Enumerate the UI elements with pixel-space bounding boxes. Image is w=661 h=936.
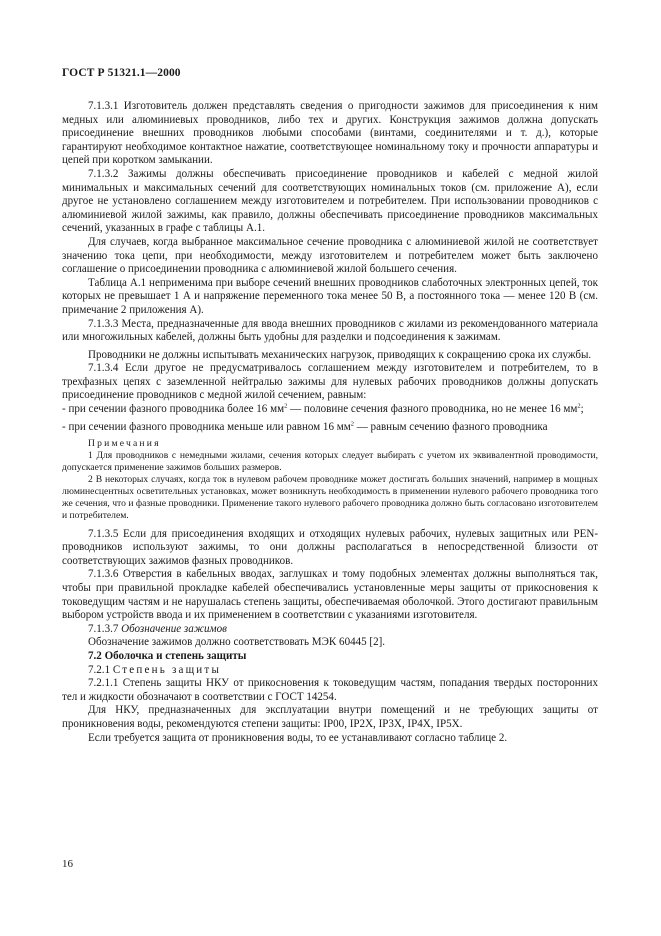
paragraph-7-1-3-5: 7.1.3.5 Если для присоединения входящих и отходящих нулевых рабочих, нулевых защитных или PEN-проводников используют зажимы, то они должны располагаться в непосредственной близости от соответствующих зажимов фазных проводников.	[62, 527, 598, 567]
heading-7-2-1: 7.2.1 Степень защиты	[88, 663, 222, 676]
paragraph-7-1-3-3: 7.1.3.3 Места, предназначенные для ввода внешних проводников с жилами из рекомендованного материала или многожильных кабелей, должны быть удобны для разделки и подсоединения к зажимам.	[62, 317, 598, 344]
page-number: 16	[62, 858, 73, 870]
paragraph-water-protection: Если требуется защита от проникновения воды, то ее устанавливают согласно таблице 2.	[88, 731, 508, 744]
list-item-up-to-16: - при сечении фазного проводника меньше или равном 16 $мм^2$ — равным сечению фазного проводника	[62, 419, 548, 433]
heading-7-1-3-7: 7.1.3.7 Обозначение зажимов	[88, 622, 227, 635]
paragraph-7-1-3-4: 7.1.3.4 Если другое не предусматривалось соглашением между изготовителем и потребителем, то в трехфазных цепях с заземленной нейтралью зажимы для нулевых рабочих проводников должны допускать присоединение проводников с медной жилой сечением, равным:	[62, 362, 598, 402]
note-2: 2 В некоторых случаях, когда ток в нулевом рабочем проводнике может достигать больших значений, например в мощных люминесцентных осветительных установках, может возникнуть необходимость в применении нулевого рабочего проводника того же сечения, что и фазные проводники. Применение такого нулевого рабочего проводника должно быть согласовано изготовителем и потребителем.	[62, 473, 598, 521]
paragraph-7-1-3-1: 7.1.3.1 Изготовитель должен представлять сведения о пригодности зажимов для присоединения к ним медных или алюминиевых проводников, либо тех и других. Конструкция зажимов должна допускать присоединение внешних проводников любыми способами (винтами, соединителями и т. д.), которые гарантируют необходимое контактное нажатие, соответствующее номинальному току и прочности аппаратуры и цепей при коротком замыкании.	[62, 100, 598, 167]
paragraph-aluminium-agreement: Для случаев, когда выбранное максимальное сечение проводника с алюминиевой жилой не соответствует значению тока цепи, при необходимости, между изготовителем и потребителем может быть заключено соглашение о присоединении проводника с алюминиевой жилой большего сечения.	[62, 235, 598, 276]
notes-block	[62, 438, 598, 521]
paragraph-terminal-marking: Обозначение зажимов должно соответствовать МЭК 60445 [2].	[88, 636, 386, 649]
list-item-over-16: - при сечении фазного проводника более 16 $мм^2$ — половине сечения фазного проводника, но не менее 16 $мм^2$;	[62, 402, 584, 416]
paragraph-mechanical-loads: Проводники не должны испытывать механических нагрузок, приводящих к сокращению срока их службы.	[88, 348, 592, 361]
paragraph-7-1-3-2: 7.1.3.2 Зажимы должны обеспечивать присоединение проводников и кабелей с медной жилой минимальных и максимальных сечений для соответствующих номинальных токов (см. приложение А), если другое не установлено соглашением между изготовителем и потребителем. При использовании проводников с алюминиевой жилой зажимы, как правило, должны обеспечивать присоединение проводников максимальных сечений, указанных в графе с таблицы А.1.	[62, 167, 598, 235]
paragraph-indoor-ip: Для НКУ, предназначенных для эксплуатации внутри помещений и не требующих защиты от проникновения воды, рекомендуются степени защиты: IP00, IP2X, IP3X, IP4X, IP5X.	[62, 704, 598, 730]
paragraph-7-2-1-1: 7.2.1.1 Степень защиты НКУ от прикосновения к токоведущим частям, попадания твердых посторонних тел и жидкости обозначают в соответствии с ГОСТ 14254.	[62, 677, 598, 703]
heading-7-2: 7.2 Оболочка и степень защиты	[88, 649, 247, 662]
paragraph-7-1-3-6: 7.1.3.6 Отверстия в кабельных вводах, заглушках и тому подобных элементах должны выполняться так, чтобы при правильной прокладке кабелей обеспечивались установленные меры защиты от прикосновения к токоведущим частям и не нарушалась степень защиты, обеспечиваемая оболочкой. Этого достигают правильным выбором устройств ввода и их применением в соответствии с указаниями изготовителя.	[62, 568, 598, 622]
document-body	[62, 100, 598, 745]
note-1: 1 Для проводников с немедными жилами, сечения которых следует выбирать с учетом их эквивалентной проводимости, допускается применение зажимов больших размеров.	[62, 450, 598, 474]
notes-title: Примечания	[88, 438, 161, 450]
paragraph-table-a1-note: Таблица А.1 неприменима при выборе сечений внешних проводников слаботочных электронных цепей, ток которых не превышает 1 А и напряжение переменного тока менее 50 В, а постоянного тока — менее 120 В (см. примечание 2 приложения А).	[62, 276, 598, 316]
document-header: ГОСТ Р 51321.1—2000	[62, 67, 181, 79]
